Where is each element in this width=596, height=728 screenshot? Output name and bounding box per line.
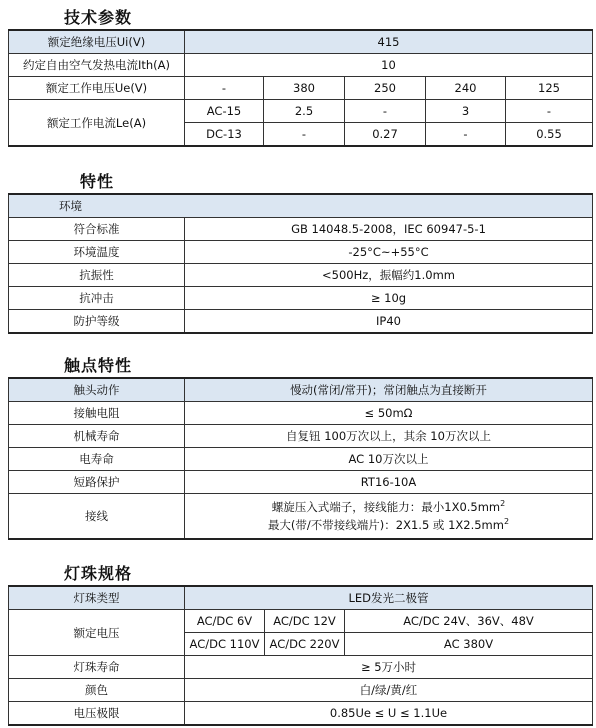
- ac15-value: -: [506, 100, 593, 123]
- property-value: -25°C~+55°C: [185, 241, 593, 264]
- dc13-value: -: [426, 123, 506, 147]
- dc13-label: DC-13: [185, 123, 264, 147]
- lamp-type-value: LED发光二极管: [185, 586, 593, 610]
- rated-insulation-label: 额定绝缘电压Ui(V): [9, 30, 185, 54]
- properties-table: [8, 193, 593, 334]
- property-value: ≥ 10g: [185, 287, 593, 310]
- dc13-value: 0.27: [345, 123, 426, 147]
- contact-value: RT16-10A: [185, 471, 593, 494]
- working-current-label: 额定工作电流Le(A): [9, 100, 185, 147]
- thermal-current-value: 10: [185, 54, 593, 77]
- property-value: IP40: [185, 310, 593, 334]
- working-voltage-label: 额定工作电压Ue(V): [9, 77, 185, 100]
- contact-section: [8, 356, 592, 540]
- rated-voltage-option: AC/DC 6V: [185, 610, 265, 633]
- rated-insulation-value: 415: [185, 30, 593, 54]
- contact-value: 自复钮 100万次以上，其余 10万次以上: [185, 425, 593, 448]
- rated-voltage-option: AC 380V: [345, 633, 593, 656]
- ac15-value: -: [345, 100, 426, 123]
- ac15-label: AC-15: [185, 100, 264, 123]
- tech-params-table: [8, 29, 593, 147]
- property-value: GB 14048.5-2008，IEC 60947-5-1: [185, 218, 593, 241]
- lamp-value: 0.85Ue ≤ U ≤ 1.1Ue: [185, 702, 593, 726]
- contact-value: ≤ 50mΩ: [185, 402, 593, 425]
- property-label: 防护等级: [9, 310, 185, 334]
- properties-title: 特性: [80, 172, 115, 191]
- property-label: 抗冲击: [9, 287, 185, 310]
- lamp-value: 白/绿/黄/红: [185, 679, 593, 702]
- lamp-type-label: 灯珠类型: [9, 586, 185, 610]
- contact-action-label: 触头动作: [9, 378, 185, 402]
- working-voltage-value: 250: [345, 77, 426, 100]
- wiring-line-1: 螺旋压入式端子，接线能力：最小1X0.5mm: [271, 500, 501, 514]
- lamp-section: [8, 564, 592, 726]
- lamp-label: 电压极限: [9, 702, 185, 726]
- property-value: <500Hz，振幅约1.0mm: [185, 264, 593, 287]
- lamp-label: 颜色: [9, 679, 185, 702]
- contact-label: 接触电阻: [9, 402, 185, 425]
- property-label: 抗振性: [9, 264, 185, 287]
- working-voltage-value: 380: [264, 77, 345, 100]
- property-label: 符合标准: [9, 218, 185, 241]
- lamp-table: [8, 585, 593, 726]
- working-voltage-value: 125: [506, 77, 593, 100]
- dc13-value: -: [264, 123, 345, 147]
- contact-action-value: 慢动(常闭/常开)；常闭触点为直接断开: [185, 378, 593, 402]
- rated-voltage-option: AC/DC 24V、36V、48V: [345, 610, 593, 633]
- working-voltage-value: 240: [426, 77, 506, 100]
- dc13-value: 0.55: [506, 123, 593, 147]
- lamp-value: ≥ 5万小时: [185, 656, 593, 679]
- contact-value: AC 10万次以上: [185, 448, 593, 471]
- property-label: 环境温度: [9, 241, 185, 264]
- working-voltage-value: -: [185, 77, 264, 100]
- wiring-sup-2: 2: [503, 517, 510, 527]
- contact-table: [8, 377, 593, 540]
- lamp-title: 灯珠规格: [64, 564, 133, 583]
- wiring-sup-1: 2: [500, 499, 506, 509]
- properties-section: [8, 172, 592, 334]
- wiring-value: [185, 494, 593, 540]
- ac15-value: 3: [426, 100, 506, 123]
- wiring-label: 接线: [9, 494, 185, 540]
- wiring-line-2: 最大(带/不带接线端片)：2X1.5 或 1X2.5mm: [267, 518, 504, 532]
- tech-params-section: [8, 8, 592, 147]
- contact-title: 触点特性: [64, 356, 133, 375]
- contact-label: 电寿命: [9, 448, 185, 471]
- rated-voltage-option: AC/DC 220V: [265, 633, 345, 656]
- rated-voltage-option: AC/DC 110V: [185, 633, 265, 656]
- environment-header: 环境: [9, 194, 593, 218]
- thermal-current-label: 约定自由空气发热电流Ith(A): [9, 54, 185, 77]
- contact-label: 短路保护: [9, 471, 185, 494]
- tech-params-title: 技术参数: [64, 8, 133, 27]
- rated-voltage-option: AC/DC 12V: [265, 610, 345, 633]
- lamp-label: 灯珠寿命: [9, 656, 185, 679]
- ac15-value: 2.5: [264, 100, 345, 123]
- rated-voltage-label: 额定电压: [9, 610, 185, 656]
- contact-label: 机械寿命: [9, 425, 185, 448]
